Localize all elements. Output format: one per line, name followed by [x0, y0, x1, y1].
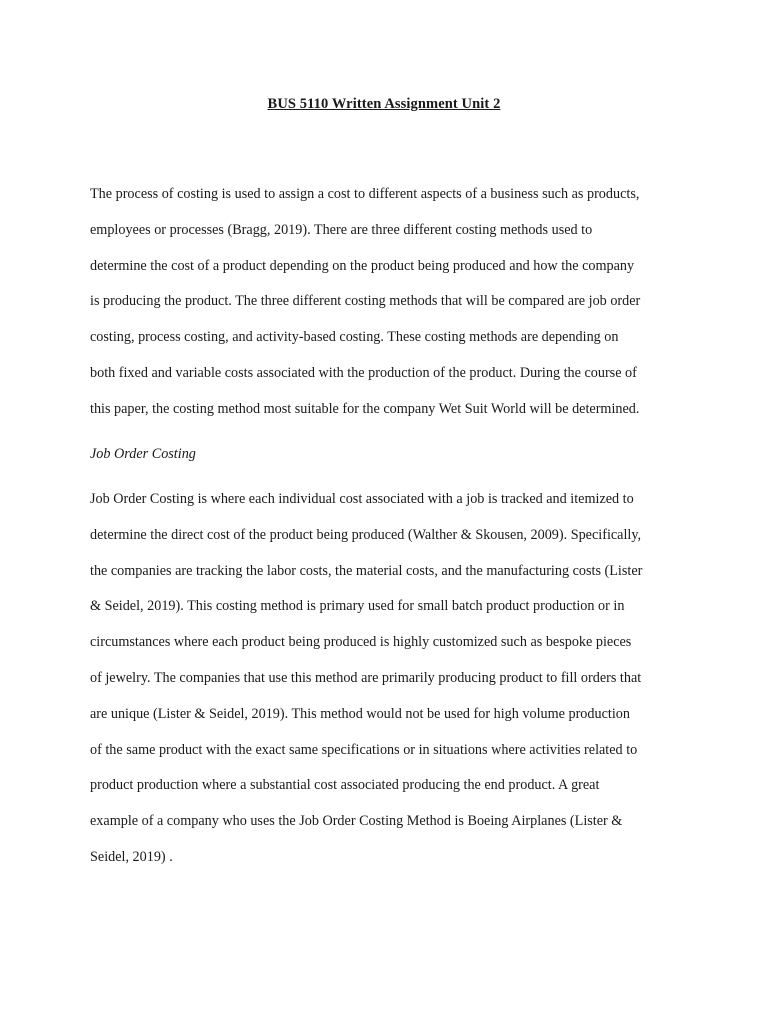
intro-paragraph	[90, 177, 680, 428]
paragraph-line: this paper, the costing method most suitable for the company Wet Suit World will be determined.	[90, 400, 640, 417]
paragraph-line: determine the cost of a product depending on the product being produced and how the company	[90, 257, 635, 274]
job-order-costing-paragraph	[90, 482, 680, 876]
section-heading: Job Order Costing	[90, 446, 196, 462]
paragraph-line: of jewelry. The companies that use this method are primarily producing product to fill orders that	[90, 669, 642, 686]
paragraph-line: costing, process costing, and activity-based costing. These costing methods are depending on	[90, 329, 619, 346]
document-title: BUS 5110 Written Assignment Unit 2	[267, 96, 501, 112]
paragraph-line: determine the direct cost of the product being produced (Walther & Skousen, 2009). Specifically,	[90, 526, 642, 543]
paragraph-line: circumstances where each product being produced is highly customized such as bespoke pieces	[90, 634, 632, 651]
paragraph-line: is producing the product. The three different costing methods that will be compared are job order	[90, 293, 641, 310]
paragraph-line: employees or processes (Bragg, 2019). There are three different costing methods used to	[90, 221, 593, 238]
paragraph-line: & Seidel, 2019). This costing method is primary used for small batch product production or in	[90, 598, 625, 615]
paragraph-line: the companies are tracking the labor costs, the material costs, and the manufacturing costs (Lister	[90, 562, 643, 579]
paragraph-line: both fixed and variable costs associated with the production of the product. During the course of	[90, 364, 637, 381]
paragraph-line: example of a company who uses the Job Order Costing Method is Boeing Airplanes (Lister &	[90, 813, 623, 830]
paragraph-line: Job Order Costing is where each individual cost associated with a job is tracked and itemized to	[90, 491, 634, 507]
paragraph-line: product production where a substantial cost associated producing the end product. A great	[90, 777, 600, 794]
paragraph-line: The process of costing is used to assign a cost to different aspects of a business such as products,	[90, 186, 640, 202]
paragraph-line: Seidel, 2019) .	[90, 848, 173, 865]
paragraph-line: are unique (Lister & Seidel, 2019). This method would not be used for high volume production	[90, 705, 630, 722]
paragraph-line: of the same product with the exact same specifications or in situations where activities related to	[90, 741, 638, 758]
